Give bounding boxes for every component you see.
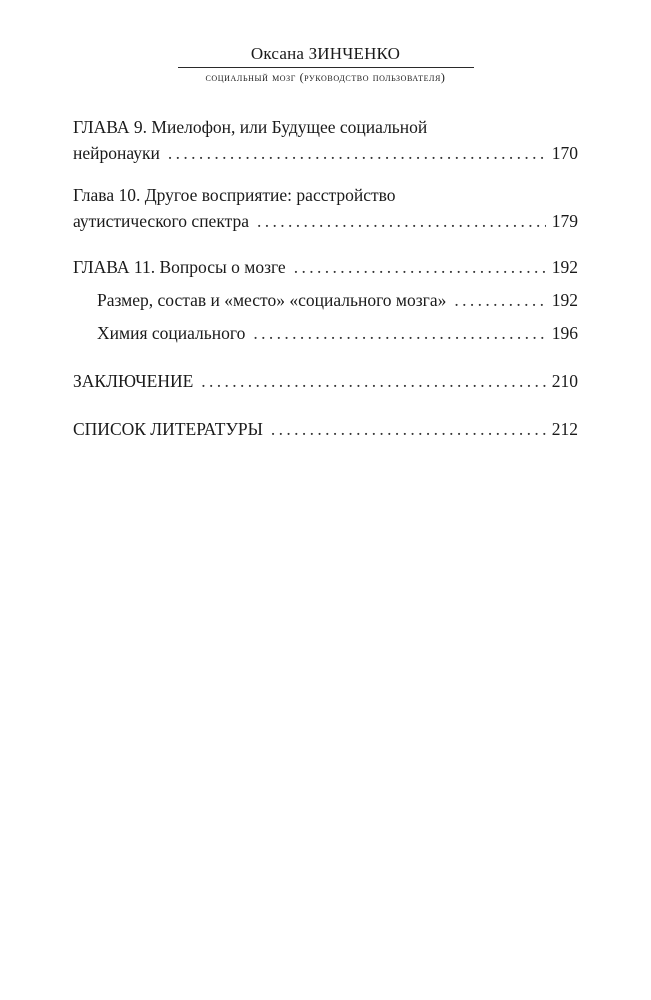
toc-page-number: 210 xyxy=(551,371,578,391)
toc-page-number: 170 xyxy=(551,143,578,163)
toc-subentry-size-composition[interactable] xyxy=(97,287,578,313)
toc-entry-title: ГЛАВА 11. Вопросы о мозге xyxy=(73,257,286,277)
toc-page-number: 192 xyxy=(551,290,578,310)
toc-page-number: 192 xyxy=(551,257,578,277)
dot-leader xyxy=(168,140,546,166)
toc-subentry-chemistry[interactable] xyxy=(97,320,578,346)
dot-leader xyxy=(253,320,545,346)
dot-leader xyxy=(271,416,546,442)
toc-entry-title: Размер, состав и «место» «социального мозга» xyxy=(97,290,447,310)
toc-entry-title-continued: нейронауки xyxy=(73,143,160,163)
toc-page-number: 212 xyxy=(551,419,578,439)
toc-entry-chapter-9[interactable] xyxy=(73,114,578,166)
author-name: Оксана ЗИНЧЕНКО xyxy=(250,44,401,63)
toc-entry-title: Глава 10. Другое восприятие: расстройство xyxy=(73,185,396,205)
toc-entry-chapter-11[interactable] xyxy=(73,254,578,280)
toc-page-number: 179 xyxy=(551,211,578,231)
dot-leader xyxy=(201,368,545,394)
dot-leader xyxy=(294,254,546,280)
header-rule xyxy=(178,67,474,68)
toc-entry-chapter-10[interactable] xyxy=(73,182,578,234)
toc-entry-title: ГЛАВА 9. Миелофон, или Будущее социальной xyxy=(73,117,428,137)
toc-entry-title: СПИСОК ЛИТЕРАТУРЫ xyxy=(73,419,263,439)
toc-entry-title-continued: аутистического спектра xyxy=(73,211,249,231)
running-header xyxy=(0,44,651,84)
toc-entry-conclusion[interactable] xyxy=(73,368,578,394)
book-title: социальный мозг (руководство пользователя) xyxy=(205,70,446,84)
dot-leader xyxy=(257,208,546,234)
toc-entry-title: ЗАКЛЮЧЕНИЕ xyxy=(73,371,194,391)
toc-entry-title: Химия социального xyxy=(97,323,246,343)
toc-page-number: 196 xyxy=(551,323,578,343)
dot-leader xyxy=(454,287,545,313)
toc-entry-bibliography[interactable] xyxy=(73,416,578,442)
